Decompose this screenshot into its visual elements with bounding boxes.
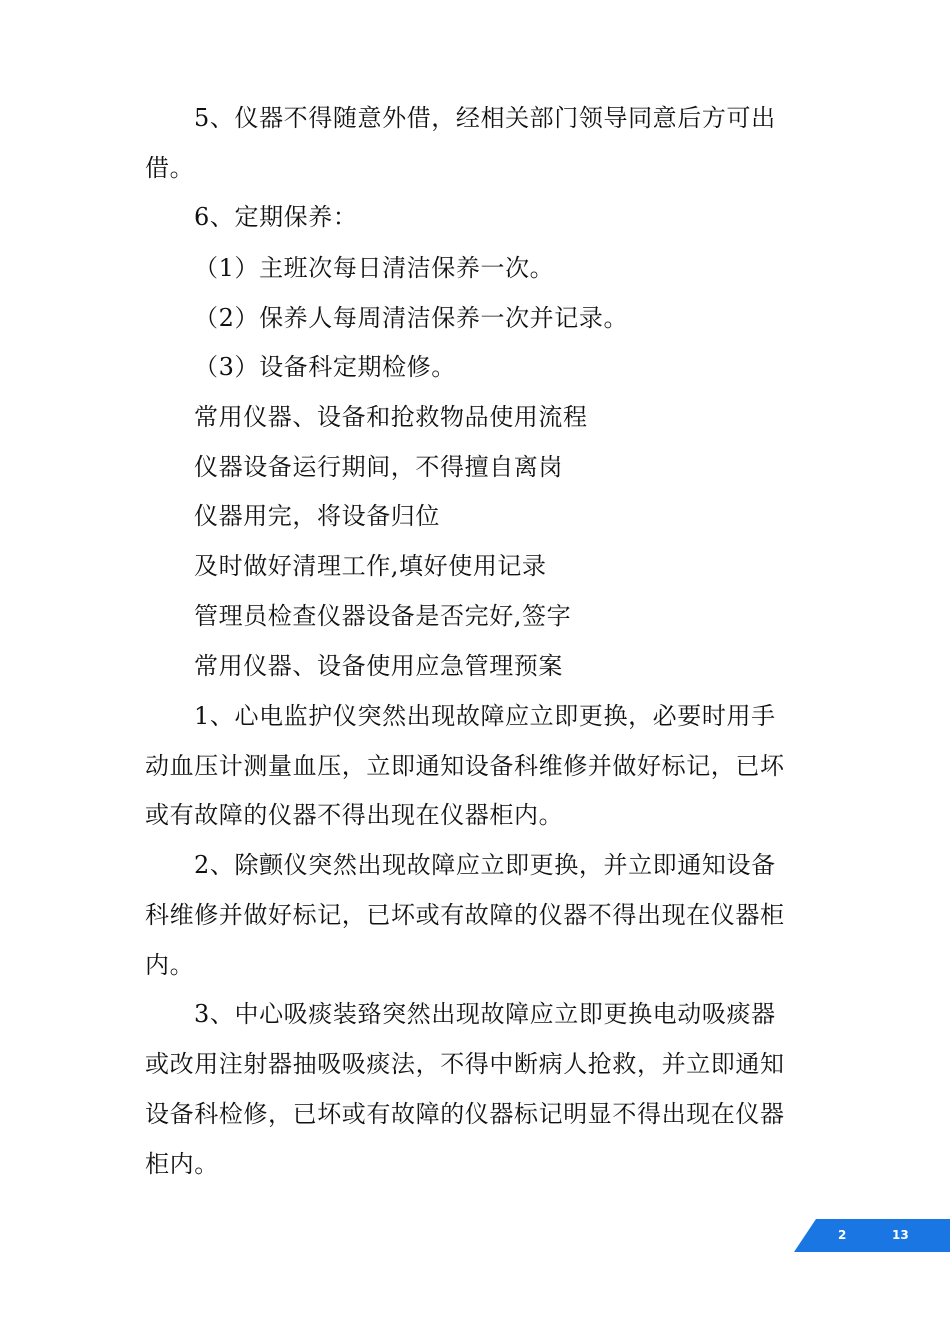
text-line: 动血压计测量血压，立即通知设备科维修并做好标记，已坏: [145, 752, 785, 780]
text-line: 2、除颤仪突然出现故障应立即更换，并立即通知设备: [194, 851, 776, 879]
text-line: 常用仪器、设备和抢救物品使用流程: [194, 403, 588, 431]
text-line: 6、定期保养：: [194, 203, 358, 231]
text-line: 借。: [145, 154, 195, 182]
text-line: 常用仪器、设备使用应急管理预案: [194, 652, 563, 680]
text-line: （3）设备科定期检修。: [194, 353, 456, 381]
text-line: 内。: [145, 951, 195, 979]
text-line: 科维修并做好标记，已坏或有故障的仪器不得出现在仪器柜: [145, 901, 785, 929]
text-line: 仪器用完，将设备归位: [194, 502, 440, 530]
text-line: （1）主班次每日清洁保养一次。: [194, 254, 555, 282]
text-line: （2）保养人每周清洁保养一次并记录。: [194, 304, 629, 332]
page-total: 13: [892, 1228, 909, 1242]
text-line: 柜内。: [145, 1150, 219, 1178]
text-line: 及时做好清理工作,填好使用记录: [194, 552, 547, 580]
text-line: 或改用注射器抽吸吸痰法，不得中断病人抢救，并立即通知: [145, 1050, 785, 1078]
text-line: 仪器设备运行期间，不得擅自离岗: [194, 453, 563, 481]
text-line: 或有故障的仪器不得出现在仪器柜内。: [145, 801, 564, 829]
text-line: 管理员检查仪器设备是否完好,签字: [194, 602, 572, 630]
text-line: 设备科检修，已坏或有故障的仪器标记明显不得出现在仪器: [145, 1100, 785, 1128]
text-line: 1、心电监护仪突然出现故障应立即更换，必要时用手: [194, 702, 776, 730]
text-line: 3、中心吸痰装臵突然出现故障应立即更换电动吸痰器: [194, 1000, 776, 1028]
page-number-tab: [794, 1219, 950, 1252]
page-current: 2: [838, 1228, 847, 1242]
text-line: 5、仪器不得随意外借，经相关部门领导同意后方可出: [194, 104, 776, 132]
